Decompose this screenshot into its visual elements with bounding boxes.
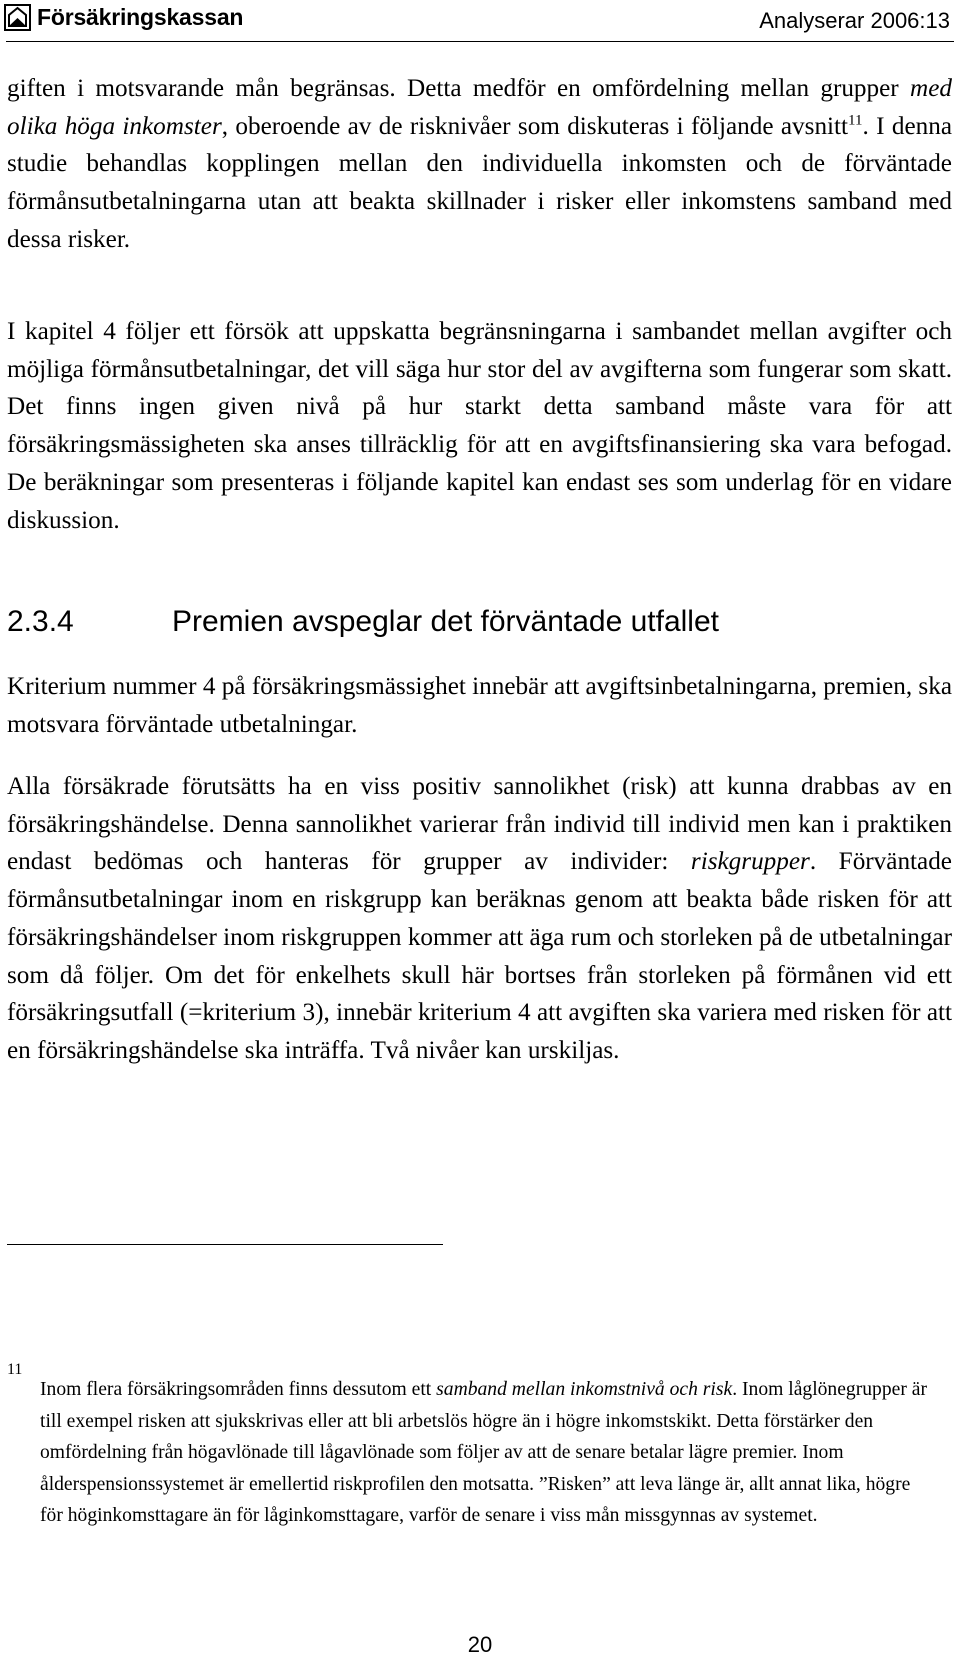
brand-logo — [4, 4, 243, 31]
section-heading — [7, 605, 952, 639]
page-header — [0, 0, 960, 42]
footnote-number: 11 — [7, 1361, 23, 1378]
section-number: 2.3.4 — [7, 605, 74, 638]
paragraph-2: I kapitel 4 följer ett försök att uppskatta begränsningarna i sambandet mellan avgifter och möjliga förmånsutbetalningar, det vill säga hur stor del av avgifterna som fungerar som skatt. Det finns ingen given nivå på hur starkt detta samband måste vara för att försäkringsmässigheten ska anses tillräcklig för att en avgiftsfinansiering ska vara befogad. De beräkningar som presenteras i följande kapitel kan endast ses som underlag för en vidare diskussion. — [7, 318, 952, 534]
house-icon — [4, 4, 31, 31]
page-number: 20 — [467, 1632, 493, 1657]
report-id: Analyserar 2006:13 — [759, 8, 950, 33]
brand-name: Försäkringskassan — [37, 4, 244, 30]
paragraph-3: Kriterium nummer 4 på försäkringsmässighet innebär att avgiftsinbetalningarna, premien, ska motsvara förväntade utbetalningar. — [7, 673, 952, 738]
footnote-ref: 11 — [848, 112, 863, 129]
section-title: Premien avspeglar det förväntade utfallet — [172, 605, 719, 638]
footnote-text: Inom flera försäkringsområden finns dessutom ett samband mellan inkomstnivå och risk. Inom låglönegrupper är till exempel risken att sjukskrivas eller att bli arbetslös högre än i högre inkomstskikt. Detta förstärker den omfördelning från högavlönade till lågavlönade som följer av att de senare betalar lägre premier. Inom ålderspensionssystemet är emellertid riskprofilen den motsatta. ”Risken” att leva länge är, allt annat lika, högre för höginkomsttagare än för låginkomsttagare, varför de senare i viss mån missgynnas av systemet. — [40, 1379, 927, 1526]
header-divider — [6, 41, 954, 42]
paragraph-4: Alla försäkrade förutsätts ha en viss positiv sannolikhet (risk) att kunna drabbas av en försäkringshändelse. Denna sannolikhet varierar från individ till individ men kan i praktiken endast bedömas och hanteras för grupper av individer: riskgrupper. Förväntade förmånsutbetalningar inom en riskgrupp kan beräknas genom att beakta både risken för att försäkringshändelser inom riskgruppen kommer att äga rum och storleken på de utbetalningar som då följer. Om det för enkelhets skull här bortses från storleken på förmånen vid ett försäkringsutfall (=kriterium 3), innebär kriterium 4 att avgiften ska variera med risken för att en försäkringshändelse ska inträffa. Två nivåer kan urskiljas. — [7, 773, 952, 1064]
paragraph-1: giften i motsvarande mån begränsas. Detta medför en omfördelning mellan grupper med olika höga inkomster, oberoende av de risknivåer som diskuteras i följande avsnitt$^{11}$. I denna studie behandlas kopplingen mellan den individuella inkomsten och de förväntade förmånsutbetalningarna utan att beakta skillnader i risker eller inkomstens samband med dessa risker. — [7, 75, 953, 253]
footnote-divider — [7, 1244, 443, 1245]
